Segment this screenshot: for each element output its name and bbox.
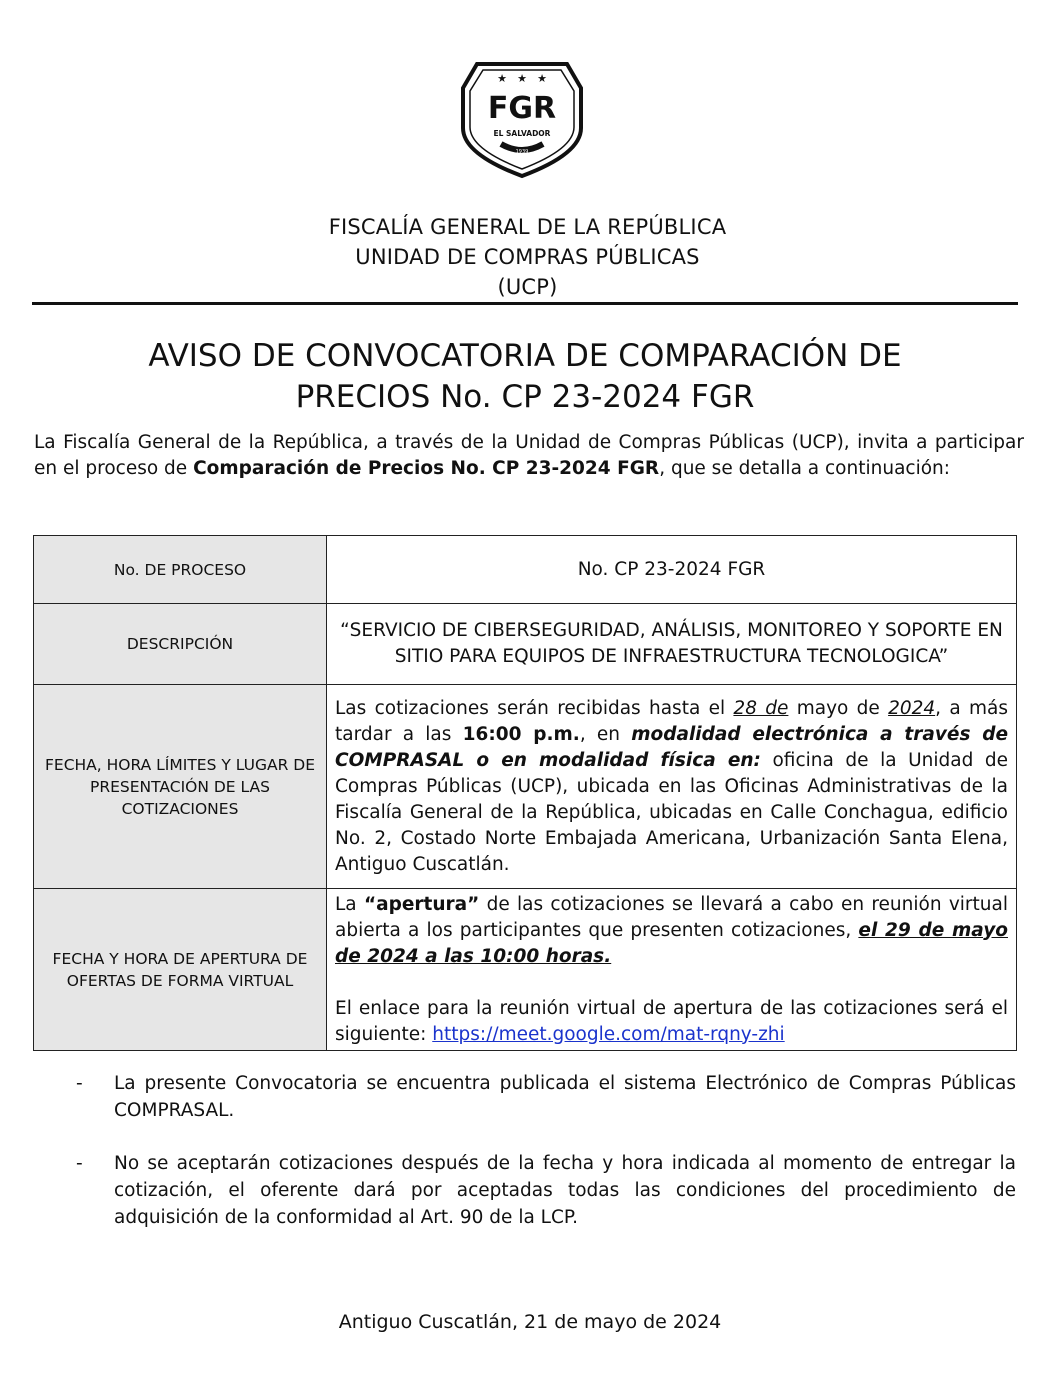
note-late-submissions: No se aceptarán cotizaciones después de la fecha y hora indicada al momento de entregar la cotización, el oferente dará por aceptadas todas las condiciones del procedimiento de adquisición de la conformidad al Art. 90 de la LCP. bbox=[114, 1153, 1016, 1228]
submission-location: oficina de la Unidad de Compras Públicas (UCP), ubicada en las Oficinas Administrativas de la Fiscalía General de la República, ubicadas en Calle Conchagua, edificio No. 2, Costado Norte Embajada Americana, Urbanización Santa Elena, Antiguo Cuscatlán. bbox=[335, 749, 1008, 875]
value-virtual-opening bbox=[327, 889, 1017, 1051]
label-description: DESCRIPCIÓN bbox=[34, 604, 327, 685]
svg-text:★: ★ bbox=[497, 72, 507, 85]
fgr-shield-emblem-icon bbox=[457, 50, 587, 180]
header-line-2: UNIDAD DE COMPRAS PÚBLICAS bbox=[355, 245, 700, 269]
opening-date: el 29 de mayo de 2024 a las 10:00 horas. bbox=[335, 919, 1008, 967]
submission-modality: modalidad electrónica a través de COMPRASAL o en modalidad física en: bbox=[335, 723, 1009, 771]
notes-list bbox=[76, 1070, 1016, 1257]
bullet-dash: - bbox=[76, 1073, 83, 1094]
note-publication: La presente Convocatoria se encuentra publicada el sistema Electrónico de Compras Públicas COMPRASAL. bbox=[114, 1073, 1016, 1121]
logo-text: FGR bbox=[487, 91, 557, 126]
table-row-process-number bbox=[34, 536, 1017, 604]
title-line-2: PRECIOS No. CP 23-2024 FGR bbox=[295, 379, 755, 415]
submission-text-4: , en bbox=[579, 723, 632, 745]
header-line-3: (UCP) bbox=[497, 275, 558, 299]
institution-header bbox=[0, 212, 1055, 302]
value-submission-deadline bbox=[327, 685, 1017, 889]
meeting-link[interactable]: https://meet.google.com/mat-rqny-zhi bbox=[432, 1023, 785, 1045]
intro-process-name: Comparación de Precios No. CP 23-2024 FGR bbox=[193, 458, 660, 479]
label-virtual-opening: FECHA Y HORA DE APERTURA DE OFERTAS DE FORMA VIRTUAL bbox=[34, 889, 327, 1051]
header-line-1: FISCALÍA GENERAL DE LA REPÚBLICA bbox=[328, 215, 727, 239]
table-row-description bbox=[34, 604, 1017, 685]
page-title bbox=[32, 336, 1018, 418]
opening-text-2: de las cotizaciones se llevará a cabo en reunión virtual abierta a los participantes que presenten cotizaciones, bbox=[335, 893, 1008, 941]
opening-keyword: “apertura” bbox=[363, 893, 480, 915]
logo-subtext: EL SALVADOR bbox=[493, 129, 551, 138]
table-row-submission-deadline bbox=[34, 685, 1017, 889]
place-and-date: Antiguo Cuscatlán, 21 de mayo de 2024 bbox=[338, 1311, 722, 1333]
title-line-1: AVISO DE CONVOCATORIA DE COMPARACIÓN DE bbox=[148, 338, 902, 374]
list-item bbox=[76, 1070, 1016, 1124]
submission-text-3: , a más tardar a las bbox=[335, 697, 1008, 745]
submission-text-2: mayo de bbox=[788, 697, 889, 719]
intro-text-after: , que se detalla a continuación: bbox=[659, 458, 950, 479]
label-submission-deadline: FECHA, HORA LÍMITES Y LUGAR DE PRESENTACIÓN DE LAS COTIZACIONES bbox=[34, 685, 327, 889]
table-row-virtual-opening bbox=[34, 889, 1017, 1051]
opening-text-1: La bbox=[335, 893, 364, 915]
intro-text-before: La Fiscalía General de la República, a través de la Unidad de Compras Públicas (UCP), invita a participar en el proceso de bbox=[34, 432, 1024, 479]
intro-paragraph bbox=[34, 430, 1024, 482]
label-process-number: No. DE PROCESO bbox=[34, 536, 327, 604]
logo-year: 1939 bbox=[515, 149, 529, 155]
value-description: “SERVICIO DE CIBERSEGURIDAD, ANÁLISIS, MONITOREO Y SOPORTE EN SITIO PARA EQUIPOS DE INFRAESTRUCTURA TECNOLOGICA” bbox=[327, 604, 1017, 685]
opening-link-intro: El enlace para la reunión virtual de apertura de las cotizaciones será el siguiente: bbox=[335, 997, 1008, 1045]
submission-year: 2024 bbox=[888, 697, 936, 719]
svg-text:★: ★ bbox=[537, 72, 547, 85]
value-process-number: No. CP 23-2024 FGR bbox=[327, 536, 1017, 604]
submission-time: 16:00 p.m. bbox=[462, 723, 580, 745]
submission-text-1: Las cotizaciones serán recibidas hasta el bbox=[335, 697, 734, 719]
submission-day: 28 de bbox=[733, 697, 789, 719]
svg-text:★: ★ bbox=[517, 72, 527, 85]
header-divider bbox=[32, 302, 1018, 305]
bullet-dash: - bbox=[76, 1153, 83, 1174]
list-item bbox=[76, 1150, 1016, 1231]
process-details-table bbox=[33, 535, 1017, 1051]
